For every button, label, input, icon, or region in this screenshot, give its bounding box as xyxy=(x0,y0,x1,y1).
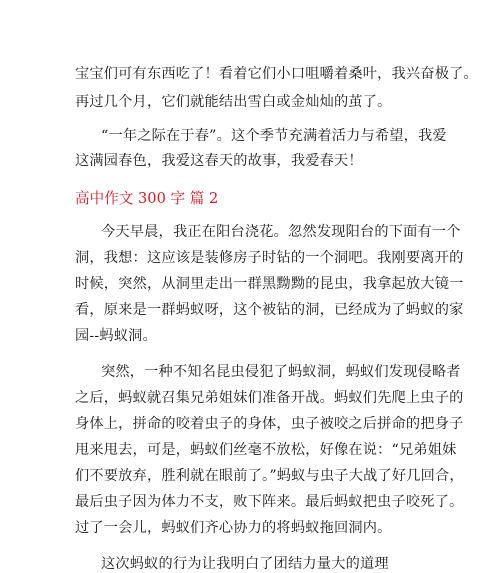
paragraph-2-line-1: “一年之际在于春”。这个季节充满着活力与希望，我爱 xyxy=(101,128,447,144)
essay-paragraph-1-line-4: 看，原来是一群蚂蚁呀，这个被钻的洞，已经成为了蚂蚁的家 xyxy=(75,302,464,318)
essay-paragraph-2-line-6: 最后虫子因为体力不支，败下阵来。最后蚂蚁把虫子咬死了。 xyxy=(75,494,464,510)
paragraph-2-line-2: 这满园春色，我爱这春天的故事，我爱春天！ xyxy=(75,153,363,169)
essay-paragraph-3-line-1: 这次蚂蚁的行为让我明白了团结力量大的道理 xyxy=(101,556,389,572)
essay-paragraph-1-line-3: 时候，突然，从洞里走出一群黑黝黝的昆虫，我拿起放大镜一 xyxy=(75,276,464,292)
section-heading: 高中作文 300 字 篇 2 xyxy=(75,190,219,207)
essay-paragraph-1-line-5: 园--蚂蚁洞。 xyxy=(75,328,157,344)
essay-paragraph-2-line-1: 突然，一种不知名昆虫侵犯了蚂蚁洞，蚂蚁们发现侵略者 xyxy=(101,364,461,380)
essay-paragraph-2-line-3: 身体上，拼命的咬着虫子的身体，虫子被咬之后拼命的把身子 xyxy=(75,416,464,432)
essay-paragraph-2-line-5: 们不要放弃，胜利就在眼前了。”蚂蚁与虫子大战了好几回合， xyxy=(75,468,464,484)
essay-paragraph-1-line-1: 今天早晨，我正在阳台浇花。忽然发现阳台的下面有一个 xyxy=(101,224,461,240)
paragraph-1-line-2: 再过几个月，它们就能结出雪白或金灿灿的茧了。 xyxy=(75,94,392,110)
essay-paragraph-2-line-4: 甩来甩去，可是，蚂蚁们丝毫不放松，好像在说：“兄弟姐妹 xyxy=(75,442,457,458)
essay-paragraph-2-line-2: 之后，蚂蚁就召集兄弟姐妹们准备开战。蚂蚁们先爬上虫子的 xyxy=(75,390,464,406)
paragraph-1-line-1: 宝宝们可有东西吃了！看着它们小口咀嚼着桑叶，我兴奋极了。 xyxy=(75,66,478,82)
essay-paragraph-2-line-7: 过了一会儿，蚂蚁们齐心协力的将蚂蚁拖回洞内。 xyxy=(75,520,392,536)
essay-paragraph-1-line-2: 洞，我想：这应该是装修房子时钻的一个洞吧。我刚要离开的 xyxy=(75,250,464,266)
